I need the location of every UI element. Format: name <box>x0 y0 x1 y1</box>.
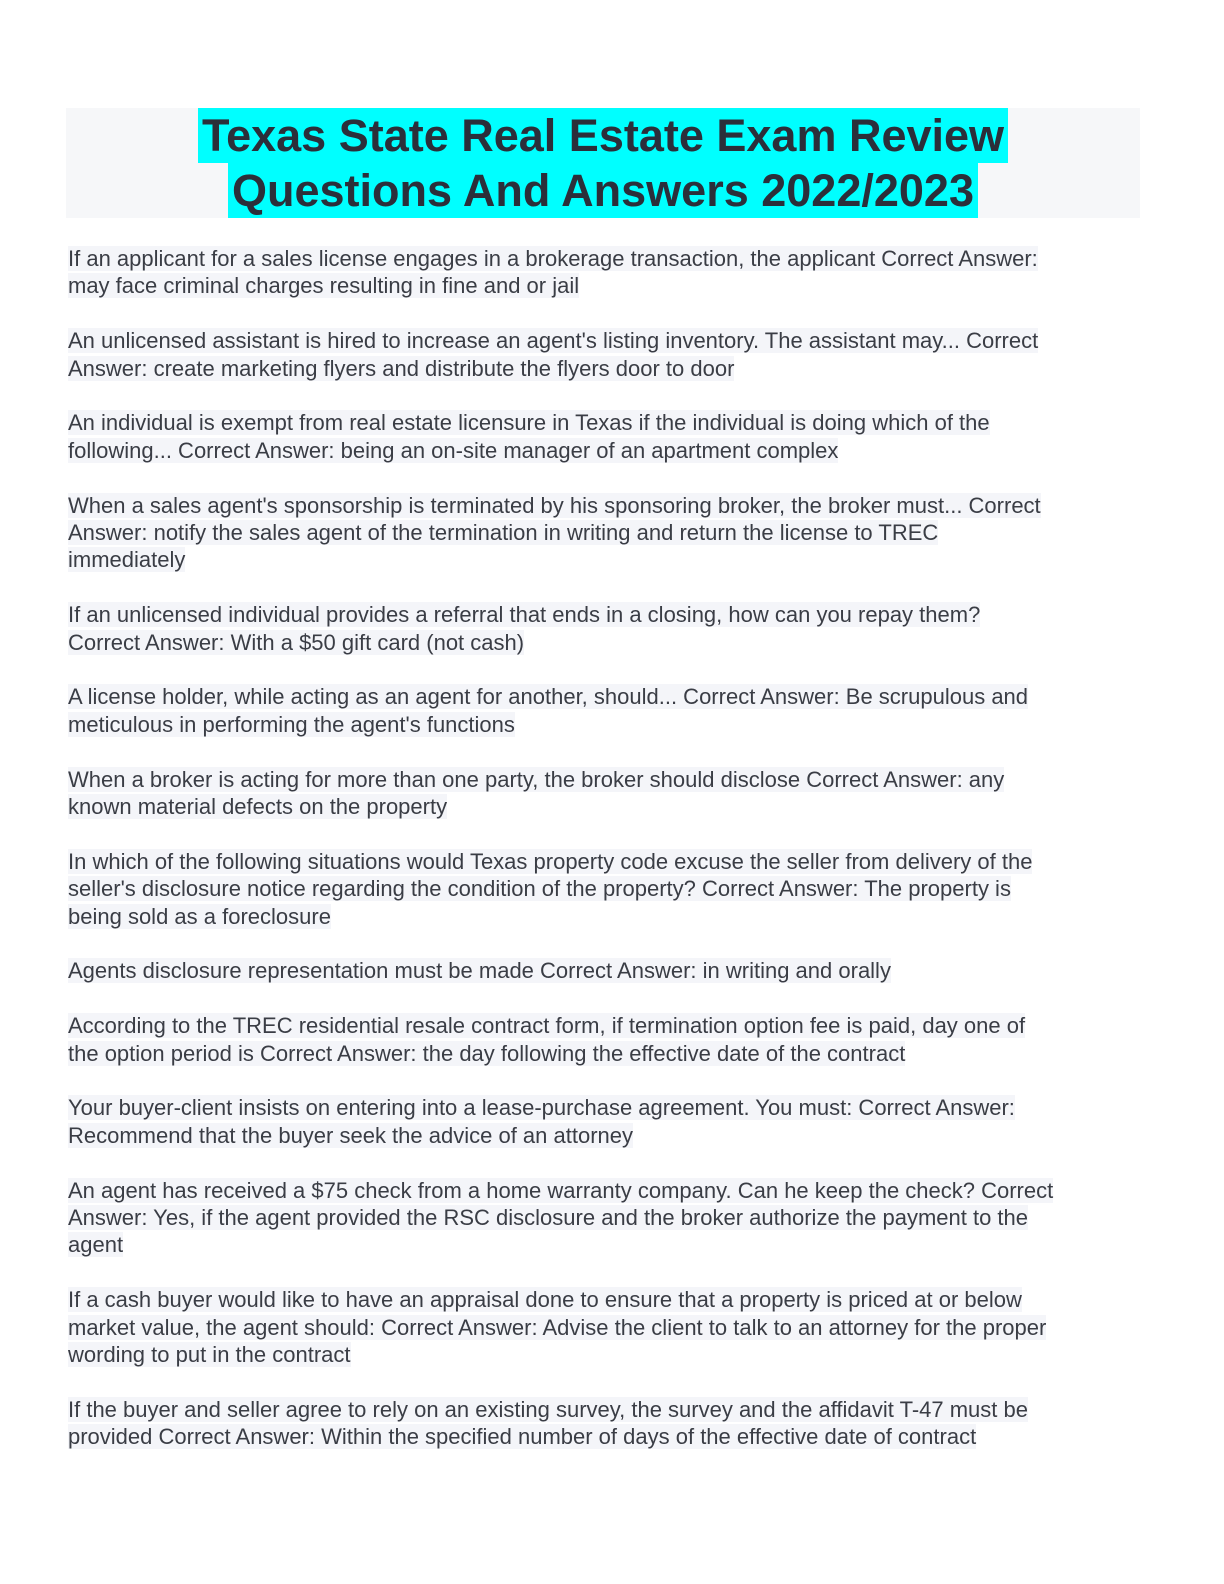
question-answer-text: In which of the following situations would Texas property code excuse the seller from delivery of the <box>68 848 1033 874</box>
question-answer-text: the option period is Correct Answer: the day following the effective date of the contract <box>68 1040 906 1066</box>
question-answer-item <box>68 492 1148 574</box>
question-answer-line <box>68 1423 1148 1450</box>
question-answer-item <box>68 1094 1148 1149</box>
question-answer-line <box>68 546 1148 573</box>
title-line-1: Texas State Real Estate Exam Review <box>198 108 1008 163</box>
question-answer-text: An agent has received a $75 check from a home warranty company. Can he keep the check? Correct <box>68 1177 1054 1203</box>
question-answer-item <box>68 957 1148 984</box>
question-answer-line <box>68 245 1148 272</box>
question-answer-item <box>68 409 1148 464</box>
question-answer-item <box>68 848 1148 930</box>
question-answer-text: If the buyer and seller agree to rely on an existing survey, the survey and the affidavit T-47 must be <box>68 1396 1028 1422</box>
question-answer-text: seller's disclosure notice regarding the condition of the property? Correct Answer: The property is <box>68 876 1011 902</box>
question-answer-list <box>68 245 1148 1478</box>
question-answer-line <box>68 355 1148 382</box>
question-answer-line <box>68 437 1148 464</box>
question-answer-text: market value, the agent should: Correct Answer: Advise the client to talk to an attorney for the proper <box>68 1314 1047 1340</box>
question-answer-line <box>68 957 1148 984</box>
question-answer-line <box>68 629 1148 656</box>
question-answer-line <box>68 601 1148 628</box>
question-answer-line <box>68 1231 1148 1258</box>
question-answer-line <box>68 848 1148 875</box>
question-answer-line <box>68 683 1148 710</box>
question-answer-text: meticulous in performing the agent's functions <box>68 711 515 737</box>
question-answer-line <box>68 1122 1148 1149</box>
question-answer-text: may face criminal charges resulting in fine and or jail <box>68 273 580 299</box>
question-answer-text: immediately <box>68 547 186 573</box>
question-answer-line <box>68 409 1148 436</box>
question-answer-item <box>68 601 1148 656</box>
question-answer-line <box>68 1040 1148 1067</box>
question-answer-text: agent <box>68 1232 124 1258</box>
question-answer-line <box>68 519 1148 546</box>
question-answer-line <box>68 272 1148 299</box>
question-answer-line <box>68 1094 1148 1121</box>
question-answer-text: If an unlicensed individual provides a referral that ends in a closing, how can you repay them? <box>68 602 981 628</box>
question-answer-line <box>68 793 1148 820</box>
question-answer-line <box>68 327 1148 354</box>
question-answer-text: A license holder, while acting as an agent for another, should... Correct Answer: Be scrupulous and <box>68 684 1029 710</box>
question-answer-line <box>68 903 1148 930</box>
question-answer-text: If a cash buyer would like to have an appraisal done to ensure that a property is priced at or below <box>68 1287 1022 1313</box>
question-answer-line <box>68 492 1148 519</box>
question-answer-text: Correct Answer: With a $50 gift card (not cash) <box>68 629 525 655</box>
title-line-2: Questions And Answers 2022/2023 <box>228 163 978 218</box>
question-answer-text: provided Correct Answer: Within the specified number of days of the effective date of contract <box>68 1424 977 1450</box>
question-answer-text: being sold as a foreclosure <box>68 903 331 929</box>
question-answer-item <box>68 766 1148 821</box>
question-answer-line <box>68 1012 1148 1039</box>
question-answer-text: Agents disclosure representation must be made Correct Answer: in writing and orally <box>68 958 891 984</box>
question-answer-text: According to the TREC residential resale contract form, if termination option fee is paid, day one of <box>68 1013 1026 1039</box>
question-answer-item <box>68 1396 1148 1451</box>
question-answer-text: If an applicant for a sales license engages in a brokerage transaction, the applicant Correct Answer: <box>68 246 1038 271</box>
question-answer-line <box>68 1396 1148 1423</box>
question-answer-text: When a sales agent's sponsorship is terminated by his sponsoring broker, the broker must... Correct <box>68 492 1041 518</box>
question-answer-line <box>68 711 1148 738</box>
question-answer-text: wording to put in the contract <box>68 1342 351 1368</box>
question-answer-item <box>68 1012 1148 1067</box>
question-answer-text: Recommend that the buyer seek the advice of an attorney <box>68 1122 633 1148</box>
question-answer-line <box>68 875 1148 902</box>
question-answer-item <box>68 1177 1148 1259</box>
question-answer-item <box>68 245 1148 300</box>
question-answer-text: An individual is exempt from real estate licensure in Texas if the individual is doing which of the <box>68 410 990 436</box>
question-answer-line <box>68 1177 1148 1204</box>
question-answer-text: When a broker is acting for more than one party, the broker should disclose Correct Answer: any <box>68 766 1005 792</box>
question-answer-text: Answer: Yes, if the agent provided the RSC disclosure and the broker authorize the payment to the <box>68 1205 1029 1231</box>
page-title <box>66 108 1140 218</box>
question-answer-text: Answer: create marketing flyers and distribute the flyers door to door <box>68 355 735 381</box>
question-answer-line <box>68 1286 1148 1313</box>
question-answer-line <box>68 766 1148 793</box>
question-answer-text: known material defects on the property <box>68 794 448 820</box>
question-answer-text: Your buyer-client insists on entering into a lease-purchase agreement. You must: Correct Answer: <box>68 1095 1015 1121</box>
question-answer-text: Answer: notify the sales agent of the termination in writing and return the license to TREC <box>68 520 939 546</box>
question-answer-text: following... Correct Answer: being an on-site manager of an apartment complex <box>68 437 839 463</box>
question-answer-text: An unlicensed assistant is hired to increase an agent's listing inventory. The assistant may... Correct <box>68 328 1039 354</box>
question-answer-line <box>68 1341 1148 1368</box>
question-answer-item <box>68 327 1148 382</box>
question-answer-item <box>68 683 1148 738</box>
question-answer-line <box>68 1314 1148 1341</box>
question-answer-item <box>68 1286 1148 1368</box>
question-answer-line <box>68 1204 1148 1231</box>
